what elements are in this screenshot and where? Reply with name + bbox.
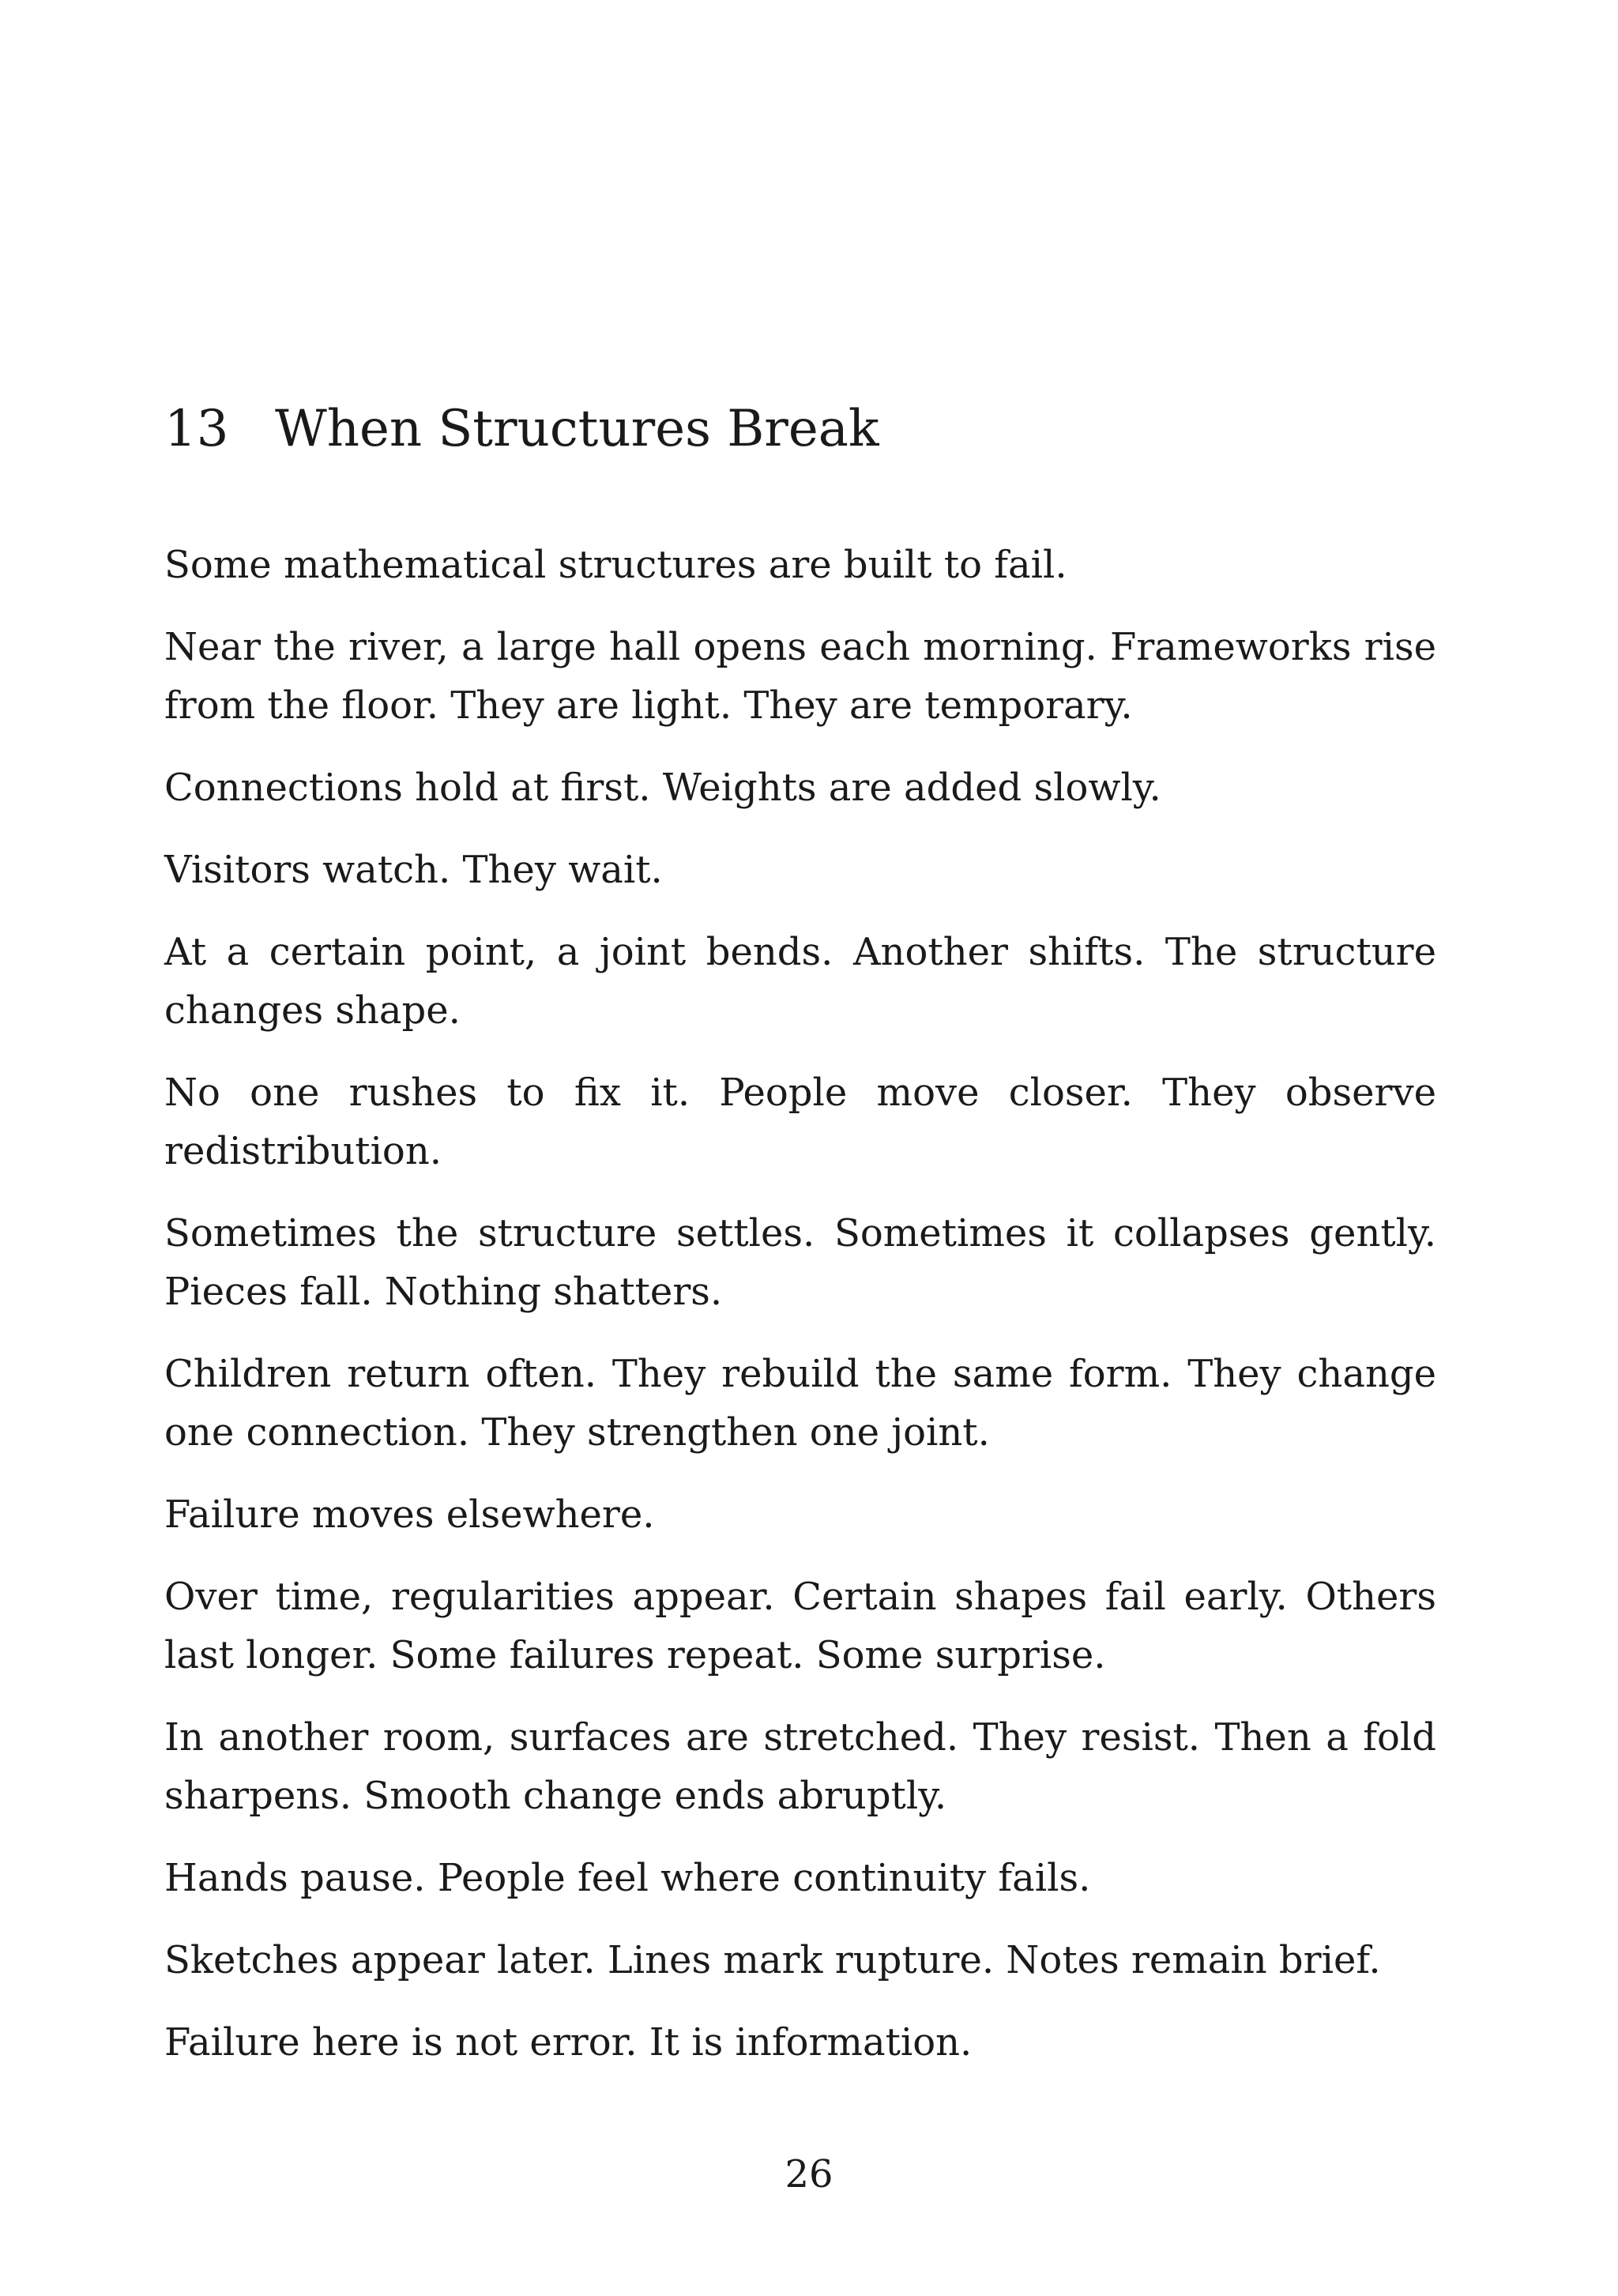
paragraph: Failure here is not error. It is information.	[164, 2020, 973, 2065]
chapter-number: 13	[164, 400, 229, 458]
paragraph: At a certain point, a joint bends. Another shifts. The structure changes shape.	[164, 930, 1436, 1033]
paragraph: Near the river, a large hall opens each morning. Frameworks rise from the floor. They are light. They are temporary.	[164, 625, 1436, 728]
paragraph: Children return often. They rebuild the same form. They change one connection. They strengthen one joint.	[164, 1352, 1436, 1455]
paragraph: Over time, regularities appear. Certain shapes fail early. Others last longer. Some failures repeat. Some surprise.	[164, 1575, 1436, 1677]
chapter-body	[164, 536, 1436, 2095]
page-number: 26	[785, 2152, 833, 2196]
paragraph: Some mathematical structures are built to fail.	[164, 543, 1067, 587]
paragraph: Hands pause. People feel where continuity fails.	[164, 1856, 1091, 1900]
paragraph: Visitors watch. They wait.	[164, 848, 663, 892]
chapter-heading	[164, 393, 1460, 465]
paragraph: Sometimes the structure settles. Sometimes it collapses gently. Pieces fall. Nothing shatters.	[164, 1211, 1436, 1314]
paragraph: No one rushes to fix it. People move closer. They observe redistribution.	[164, 1071, 1436, 1173]
paragraph: Sketches appear later. Lines mark rupture. Notes remain brief.	[164, 1938, 1381, 1982]
paragraph: Failure moves elsewhere.	[164, 1492, 655, 1537]
chapter-title: When Structures Break	[275, 400, 879, 458]
paragraph: Connections hold at first. Weights are added slowly.	[164, 766, 1161, 810]
paragraph: In another room, surfaces are stretched. They resist. Then a fold sharpens. Smooth change ends abruptly.	[164, 1715, 1436, 1818]
